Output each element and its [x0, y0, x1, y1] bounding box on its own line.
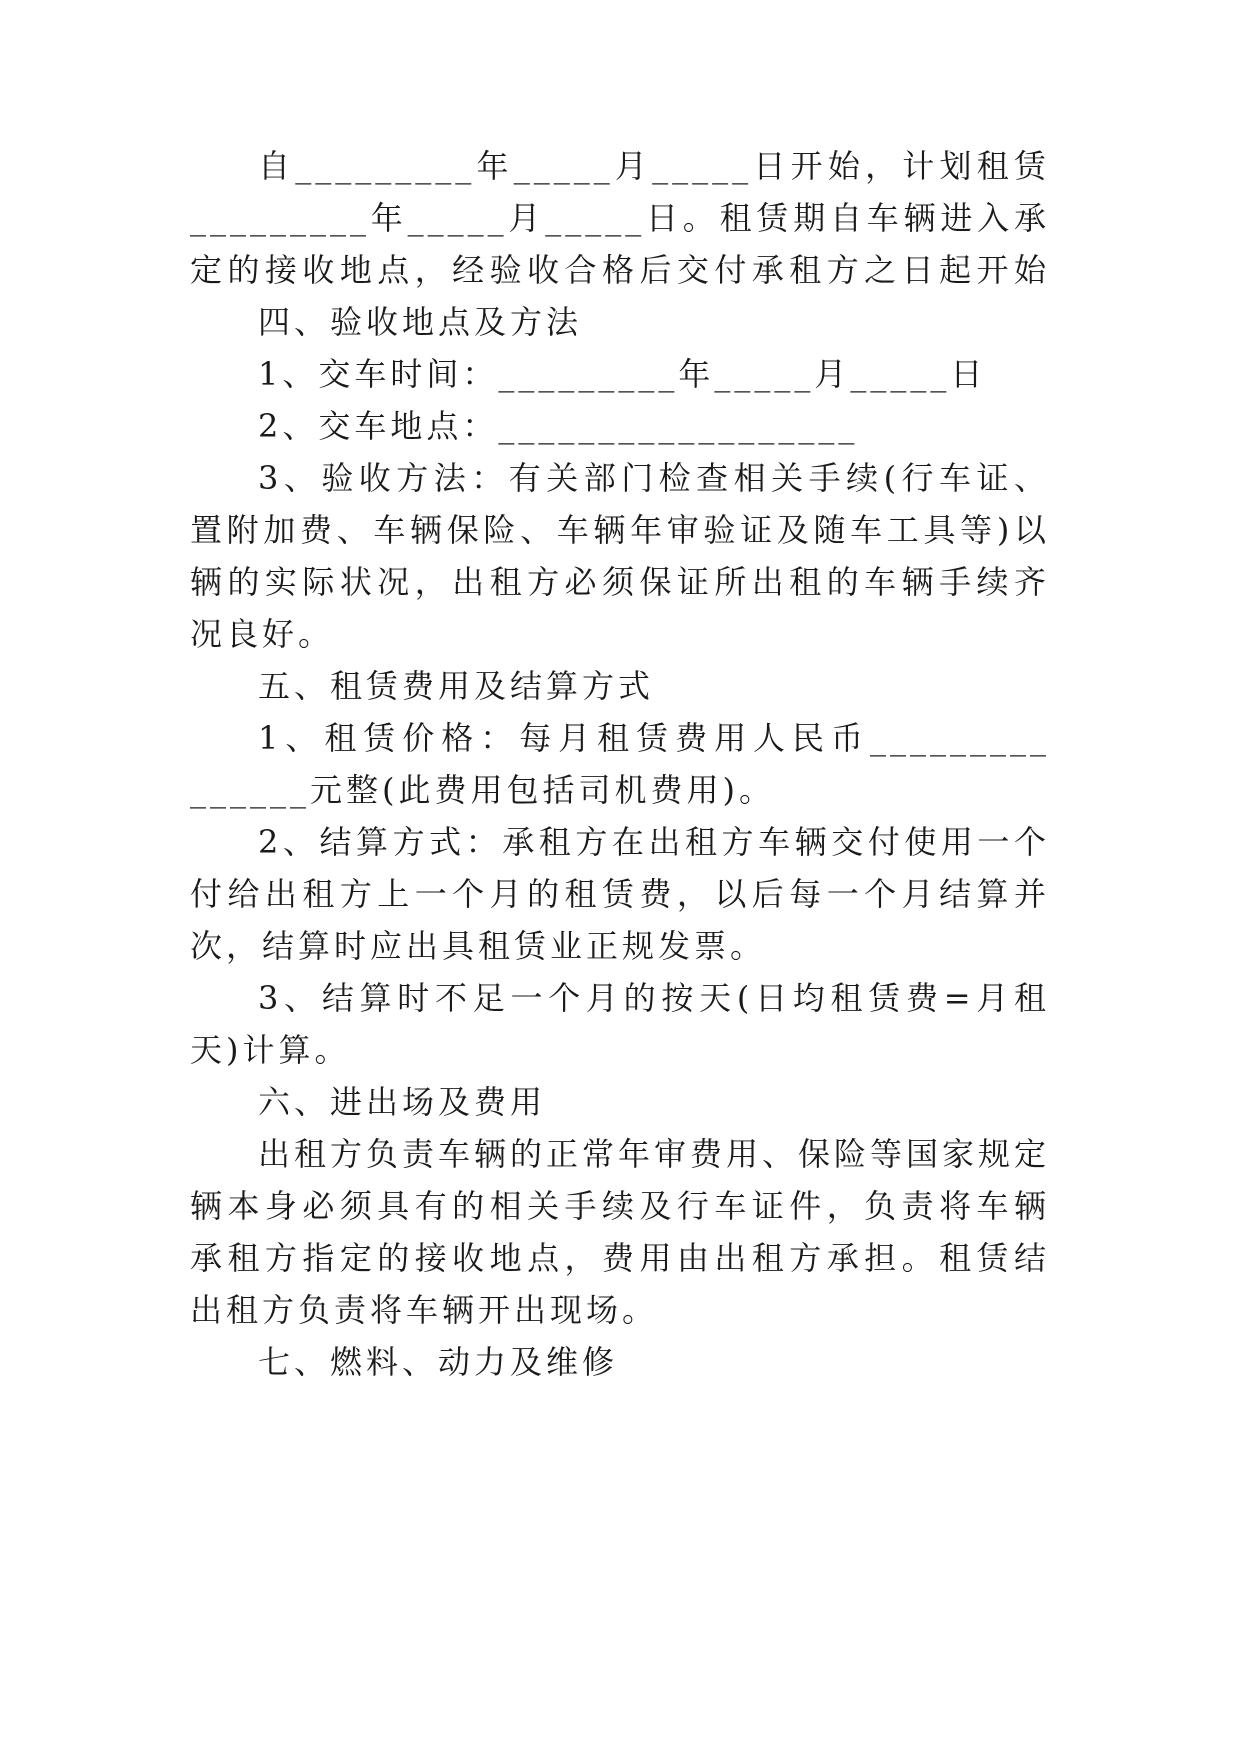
body-text-line: 自_________年_____月_____日开始，计划租赁: [258, 147, 1050, 185]
body-text-line: 2、结算方式：承租方在出租方车辆交付使用一个: [258, 823, 1050, 861]
body-text-line: 辆的实际状况，出租方必须保证所出租的车辆手续齐: [190, 563, 1050, 601]
section-heading: 四、验收地点及方法: [258, 303, 583, 341]
body-text-line: 1、租赁价格：每月租赁费用人民币_________: [258, 719, 1050, 757]
body-text-line: 定的接收地点，经验收合格后交付承租方之日起开始: [190, 251, 1050, 289]
body-text-line: 出租方负责将车辆开出现场。: [190, 1291, 659, 1329]
section-heading: 七、燃料、动力及维修: [258, 1343, 619, 1381]
body-text-line: 3、验收方法：有关部门检查相关手续(行车证、: [258, 459, 1050, 497]
body-text-line: 承租方指定的接收地点，费用由出租方承担。租赁结: [190, 1239, 1050, 1277]
body-text-line: 况良好。: [190, 615, 335, 653]
body-text-line: 2、交车地点：__________________: [258, 407, 859, 445]
body-text-line: 置附加费、车辆保险、车辆年审验证及随车工具等)以: [190, 511, 1050, 549]
body-text-line: 出租方负责车辆的正常年审费用、保险等国家规定: [258, 1135, 1050, 1173]
section-heading: 六、进出场及费用: [258, 1083, 547, 1121]
body-text-line: 3、结算时不足一个月的按天(日均租赁费=月租: [258, 979, 1050, 1017]
body-text-line: 辆本身必须具有的相关手续及行车证件，负责将车辆: [190, 1187, 1050, 1225]
body-text-line: _________年_____月_____日。租赁期自车辆进入承: [190, 199, 1050, 237]
section-heading: 五、租赁费用及结算方式: [258, 667, 655, 705]
body-text-line: 1、交车时间：_________年_____月_____日: [258, 355, 987, 393]
body-text-line: 次，结算时应出具租赁业正规发票。: [190, 927, 767, 965]
body-text-line: 付给出租方上一个月的租赁费，以后每一个月结算并: [190, 875, 1050, 913]
body-text-line: 天)计算。: [190, 1031, 351, 1069]
body-text-line: ______元整(此费用包括司机费用)。: [190, 771, 775, 809]
